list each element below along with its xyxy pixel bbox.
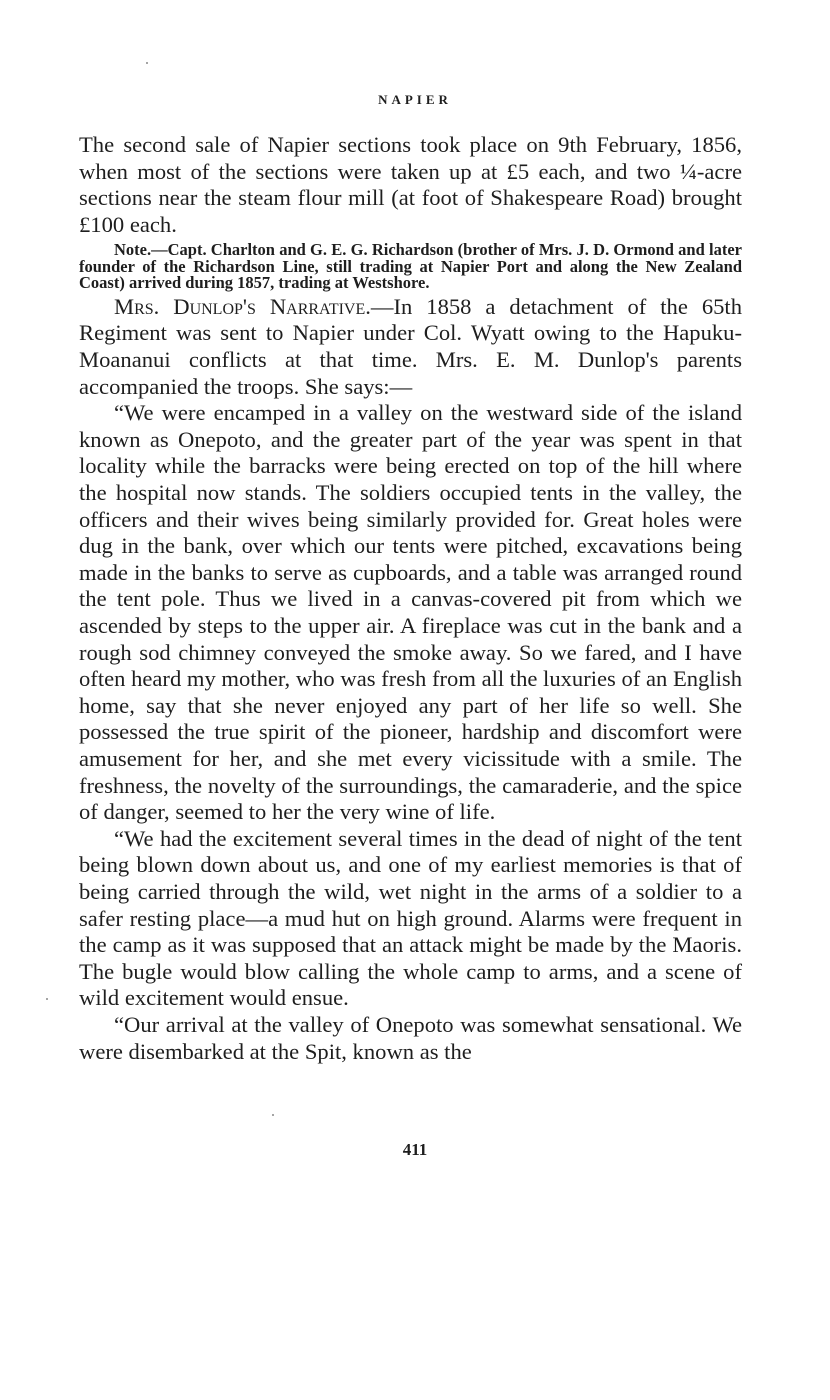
narrative-heading: Mrs. Dunlop's Narrative. <box>114 293 371 319</box>
paragraph-excitement: “We had the excitement several times in the dead of night of the tent being blown down about us, and one of my earliest memories is that of being carried through the wild, wet night in the arms of a soldier to a safer resting place—a mud hut on high ground. Alarms were frequent in the camp as it was supposed that an attack might be made by the Maoris. The bugle would blow calling the whole camp to arms, and a scene of wild excitement would ensue. <box>79 825 742 1011</box>
paragraph-arrival: “Our arrival at the valley of Onepoto was somewhat sensational. We were disembarked at the Spit, known as the <box>79 1011 742 1064</box>
running-head: NAPIER <box>378 92 452 107</box>
paper-speck <box>46 998 48 1000</box>
page-number: 411 <box>402 1140 428 1159</box>
paragraph-section-sale: The second sale of Napier sections took place on 9th February, 1856, when most of the sections were taken up at £5 each, and two ¼-acre sections near the steam flour mill (at foot of Shakespeare Road) brought £100 each. <box>79 132 742 237</box>
paper-speck <box>272 1114 274 1116</box>
paragraph-onepoto-camp: “We were encamped in a valley on the westward side of the island known as Onepoto, and the greater part of the year was spent in that locality while the barracks were being erected on top of the hill where the hospital now stands. The soldiers occupied tents in the valley, the officers and their wives being similarly provided for. Great holes were dug in the bank, over which our tents were pitched, excavations being made in the banks to serve as cupboards, and a table was arranged round the tent pole. Thus we lived in a canvas-covered pit from which we ascended by steps to the upper air. A fireplace was cut in the bank and a rough sod chimney conveyed the smoke away. So we fared, and I have often heard my mother, who was fresh from all the luxuries of an English home, say that she never enjoyed any part of her life so well. She possessed the true spirit of the pioneer, hardship and discomfort were amusement for her, and she met every vicissitude with a smile. The freshness, the novelty of the surroundings, the camaraderie, and the spice of danger, seemed to her the very wine of life. <box>79 400 742 825</box>
body-text <box>79 132 742 1065</box>
footnote-richardson: Note.—Capt. Charlton and G. E. G. Richardson (brother of Mrs. J. D. Ormond and later founder of the Richardson Line, still trading at Napier Port and along the New Zealand Coast) arrived during 1857, trading at Westshore. <box>79 240 742 293</box>
paper-speck <box>146 62 148 64</box>
narrative-intro-text: —In 1858 a detachment of the 65th Regiment was sent to Napier under Col. Wyatt owing to the Hapuku-Moananui conflicts at that time. Mrs. E. M. Dunlop's parents accompanied the troops. She says:— <box>79 293 742 399</box>
paragraph-narrative-intro <box>79 294 742 400</box>
